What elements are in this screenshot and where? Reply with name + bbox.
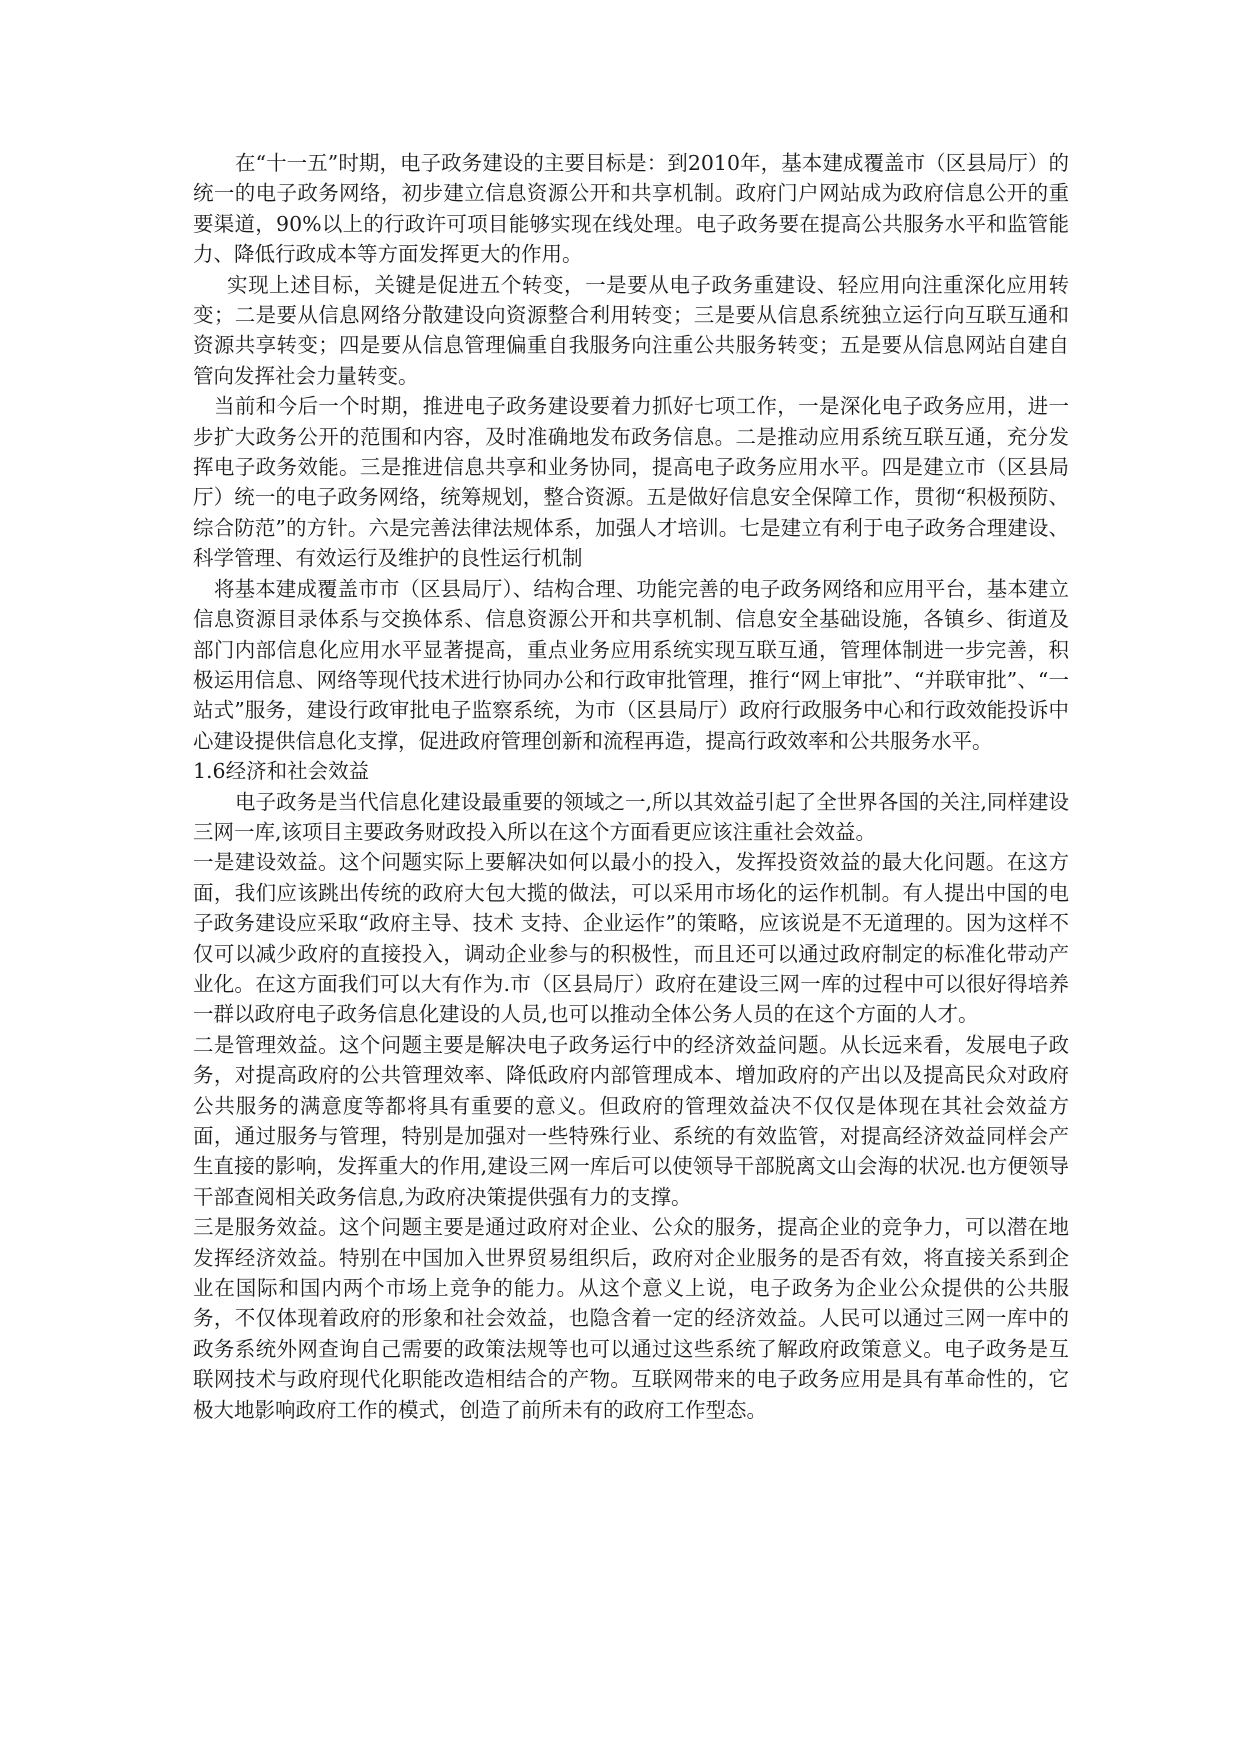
paragraph-service-benefit: 三是服务效益。这个问题主要是通过政府对企业、公众的服务，提高企业的竞争力，可以潜在地发挥经济效益。特别在中国加入世界贸易组织后，政府对企业服务的是否有效，将直接关系到企业在国际和国内两个市场上竞争的能力。从这个意义上说，电子政务为企业公众提供的公共服务，不仅体现着政府的形象和社会效益，也隐含着一定的经济效益。人民可以通过三网一库中的政务系统外网查询自己需要的政策法规等也可以通过这些系统了解政府政策意义。电子政务是互联网技术与政府现代化职能改造相结合的产物。互联网带来的电子政务应用是具有革命性的，它极大地影响政府工作的模式，创造了前所未有的政府工作型态。: [193, 1215, 1069, 1422]
paragraph-five-transitions: 实现上述目标，关键是促进五个转变，一是要从电子政务重建设、轻应用向注重深化应用转变；二是要从信息网络分散建设向资源整合利用转变；三是要从信息系统独立运行向互联互通和资源共享转变；四是要从信息管理偏重自我服务向注重公共服务转变；五是要从信息网站自建自管向发挥社会力量转变。: [193, 272, 1069, 388]
paragraph-platform: 将基本建成覆盖市市（区县局厅）、结构合理、功能完善的电子政务网络和应用平台，基本建立信息资源目录体系与交换体系、信息资源公开和共享机制、信息安全基础设施，各镇乡、街道及部门内部信息化应用水平显著提高，重点业务应用系统实现互联互通，管理体制进一步完善，积极运用信息、网络等现代技术进行协同办公和行政审批管理，推行“网上审批”、“并联审批”、“一站式”服务，建设行政审批电子监察系统，为市（区县局厅）政府行政服务中心和行政效能投诉中心建设提供信息化支撑，促进政府管理创新和流程再造，提高行政效率和公共服务水平。: [193, 576, 1069, 753]
paragraph-benefits-intro: 电子政务是当代信息化建设最重要的领域之一,所以其效益引起了全世界各国的关注,同样建设三网一库,该项目主要政务财政投入所以在这个方面看更应该注重社会效益。: [193, 789, 1069, 844]
paragraph-management-benefit: 二是管理效益。这个问题主要是解决电子政务运行中的经济效益问题。从长远来看，发展电子政务，对提高政府的公共管理效率、降低政府内部管理成本、增加政府的产出以及提高民众对政府公共服务的满意度等都将具有重要的意义。但政府的管理效益决不仅仅是体现在其社会效益方面，通过服务与管理，特别是加强对一些特殊行业、系统的有效监管，对提高经济效益同样会产生直接的影响，发挥重大的作用,建设三网一库后可以使领导干部脱离文山会海的状况.也方便领导干部查阅相关政务信息,为政府决策提供强有力的支撑。: [193, 1032, 1069, 1209]
paragraph-construction-benefit: 一是建设效益。这个问题实际上要解决如何以最小的投入，发挥投资效益的最大化问题。在这方面，我们应该跳出传统的政府大包大揽的做法，可以采用市场化的运作机制。有人提出中国的电子政务建设应采取“政府主导、技术 支持、企业运作”的策略，应该说是不无道理的。因为这样不仅可以减少政府的直接投入，调动企业参与的积极性，而且还可以通过政府制定的标准化带动产业化。在这方面我们可以大有作为.市（区县局厅）政府在建设三网一库的过程中可以很好得培养一群以政府电子政务信息化建设的人员,也可以推动全体公务人员的在这个方面的人才。: [193, 850, 1069, 1027]
paragraph-seven-tasks: 当前和今后一个时期，推进电子政务建设要着力抓好七项工作，一是深化电子政务应用，进一步扩大政务公开的范围和内容，及时准确地发布政务信息。二是推动应用系统互联互通，充分发挥电子政务效能。三是推进信息共享和业务协同，提高电子政务应用水平。四是建立市（区县局厅）统一的电子政务网络，统筹规划，整合资源。五是做好信息安全保障工作，贯彻“积极预防、综合防范”的方针。六是完善法律法规体系，加强人才培训。七是建立有利于电子政务合理建设、科学管理、有效运行及维护的良性运行机制: [193, 394, 1069, 571]
document-body: [193, 148, 1069, 1425]
paragraph-goals: 在“十一五”时期，电子政务建设的主要目标是：到2010年，基本建成覆盖市（区县局厅）的统一的电子政务网络，初步建立信息资源公开和共享机制。政府门户网站成为政府信息公开的重要渠道，90%以上的行政许可项目能够实现在线处理。电子政务要在提高公共服务水平和监管能力、降低行政成本等方面发挥更大的作用。: [193, 151, 1069, 267]
section-heading: 1.6经济和社会效益: [193, 759, 370, 784]
